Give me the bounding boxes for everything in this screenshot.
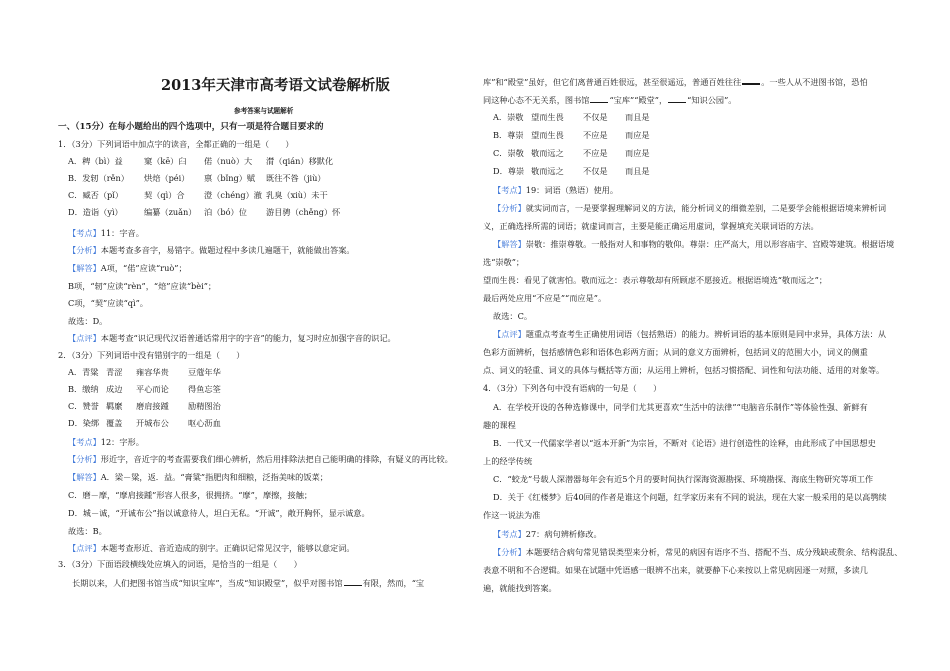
q2-d-note: D．城－诚，“开诚布公”指以诚意待人，坦白无私。“开诚”，敞开胸怀，显示诚意。 xyxy=(68,508,370,518)
q1-option-d: D．造诣（yì） 编纂（zuǎn） 泊（bó）位 游目骋（chěng）怀 xyxy=(68,207,341,217)
q1-b-note: B项，“轫”应读“rèn”，“焙”应读“bèi”； xyxy=(68,281,217,291)
dianping-tag: 【点评】 xyxy=(68,333,101,343)
q3-jieda-1: 【解答】崇敬：推崇尊敬。一般指对人和事物的敬仰。尊崇：庄严高大，用以形容庙宇、宫殿等建筑。根据语境 xyxy=(493,239,895,249)
q1-fenxi: 【分析】本题考查多音字，易错字。做题过程中多读几遍题干，就能做出答案。 xyxy=(68,245,355,255)
q3-option-c: C．崇敬 敬而远之 不应是 而应是 xyxy=(493,148,650,158)
q2-answer: 故选：B。 xyxy=(68,526,107,536)
section-1-heading: 一、（15分）在每小题给出的四个选项中，只有一项是符合题目要求的 xyxy=(58,122,324,132)
q1-option-a: A．稗（bì）益 窠（kē）臼 偌（nuò）大 潸（qián）移默化 xyxy=(68,156,334,166)
q4-option-d-1: D．关于《红楼梦》后40回的作者是谁这个问题，红学家历来有不同的说法，现在大家一般采用的是以高鹗续 xyxy=(493,492,887,502)
kaodian-tag: 【考点】 xyxy=(68,228,101,238)
q4-option-a-1: A．在学校开设的各种选修课中，同学们尤其更喜欢“生活中的法律”“电脑音乐制作”等体验性强、新鲜有 xyxy=(493,402,868,412)
q3-answer: 故选：C。 xyxy=(493,311,533,321)
q3-option-d: D．尊崇 敬而远之 不仅是 而且是 xyxy=(493,166,650,176)
q3-option-b: B．尊崇 望而生畏 不应是 而应是 xyxy=(493,130,650,140)
q3-fenxi-2: 义，正确选择所需的词语；就虚词而言，主要是能正确运用虚词，掌握填充关联词语的方法。 xyxy=(483,221,819,231)
q1-dianping: 【点评】本题考查“识记现代汉语普通话常用字的字音”的能力，复习时应加强字音的识记。 xyxy=(68,333,396,343)
q4-fenxi-2: 表意不明和不合逻辑。如果在试题中凭语感一眼辨不出来，就要静下心来按以上常见病因逐一对照，多读几 xyxy=(483,565,868,575)
q4-option-c: C．“蛟龙”号载人深潜器每年会有近5个月的要时间执行深海资源勘探、环境勘探、海底生物研究等项工作 xyxy=(493,474,874,484)
q3-fenxi-1: 【分析】就实词而言，一是要掌握理解词义的方法，能分析词义的细微差别，二是要学会能根据语境来辨析词 xyxy=(493,203,887,213)
q4-stem: 4．（3分）下列各句中没有语病的一句是（ ） xyxy=(483,383,662,393)
q1-option-b: B．发轫（rěn） 烘焙（péi） 禀（bǐng）赋 既往不咎（jiù） xyxy=(68,173,326,183)
q3-dianping-2: 色彩方面辨析，包括感情色彩和语体色彩两方面；从词的意义方面辨析，包括词义的范围大小，词义的侧重 xyxy=(483,347,868,357)
q1-answer: 故选：D。 xyxy=(68,316,108,326)
q3-kaodian: 【考点】19：词语（熟语）使用。 xyxy=(493,185,619,195)
q2-stem: 2．（3分）下列词语中没有错别字的一组是（ ） xyxy=(58,350,245,360)
fenxi-tag: 【分析】 xyxy=(68,245,101,255)
q3-dianping-3: 点、词义的轻重、词义的具体与概括等方面；从运用上辨析，包括习惯搭配、词性和句法功能、适用的对象等。 xyxy=(483,365,885,375)
q3-jieda-4: 最后两处应用“不应是”“而应是”。 xyxy=(483,293,607,303)
q3-option-a: A．崇敬 望而生畏 不仅是 而且是 xyxy=(493,112,650,122)
q4-option-a-2: 趣的课程 xyxy=(483,420,516,430)
q4-option-d-2: 作这一说法为准 xyxy=(483,510,541,520)
q2-jieda: 【解答】A．梁－粱，返．益。“膏粱”指肥肉和细粮，泛指美味的饭菜； xyxy=(68,472,328,482)
q2-fenxi: 【分析】形近字，音近字的考查需要我们细心辨析，然后用排除法把自己能明确的排除，有疑义的再比较。 xyxy=(68,454,453,464)
q2-option-c: C．赞誉 羁縻 磨肩接踵 励精图治 xyxy=(68,401,221,411)
q2-kaodian: 【考点】12：字形。 xyxy=(68,437,144,447)
q3-stem: 3．（3分）下面语段横线处应填入的词语，是恰当的一组是（ ） xyxy=(58,559,302,569)
fill-blank xyxy=(344,578,362,586)
q3-jieda-2: 选“崇敬”； xyxy=(483,257,525,267)
fill-blank xyxy=(668,95,686,103)
q4-kaodian: 【考点】27：病句辨析修改。 xyxy=(493,529,602,539)
q4-option-b-2: 上的经学传统 xyxy=(483,456,533,466)
fill-blank xyxy=(590,95,608,103)
q3-passage-line-1: 长期以来，人们把图书馆当成“知识宝库”，当成“知识殿堂”，似乎对图书馆 有限，然而，“宝 xyxy=(72,578,425,588)
q3-passage-line-3: 同这种心态不无关系，图书馆 “宝库”“殿堂”， “知识公园”。 xyxy=(483,95,737,105)
document-title: 2013年天津市高考语文试卷解析版 xyxy=(161,77,390,94)
jieda-tag: 【解答】 xyxy=(68,263,101,273)
q3-dianping-1: 【点评】题重点考查考生正确使用词语（包括熟语）的能力。辨析词语的基本原则是同中求异，具体方法：从 xyxy=(493,329,887,339)
q1-jieda: 【解答】A项，“偌”应读“ruò”； xyxy=(68,263,187,273)
q2-c-note: C．磨－摩，“摩肩接踵”形容人很多，很拥挤。“摩”，摩擦，接触； xyxy=(68,490,313,500)
q3-passage-line-2: 库”和“殿堂”虽好，但它们离普通百姓很远，甚至很遥远，普通百姓往往 。一些人从不进图书馆，恐怕 xyxy=(483,77,868,87)
q4-fenxi-3: 遍，就能找到答案。 xyxy=(483,583,557,593)
q1-kaodian: 【考点】11：字音。 xyxy=(68,228,144,238)
fill-blank xyxy=(742,76,760,85)
q1-option-c: C．臧否（pǐ） 契（qì）合 澄（chéng）澈 乳臭（xiù）未干 xyxy=(68,190,328,200)
q2-option-b: B．缴纳 成边 平心而论 得鱼忘筌 xyxy=(68,384,221,394)
q4-option-b-1: B．一代又一代儒家学者以“返本开新”为宗旨，不断对《论语》进行创造性的诠释，由此形成了中国思想史 xyxy=(493,438,876,448)
document-subtitle: 参考答案与试题解析 xyxy=(234,107,294,115)
q2-dianping: 【点评】本题考查形近、音近造成的别字。正确识记常见汉字，能够以意定词。 xyxy=(68,543,355,553)
q2-option-a: A．青粱 青涩 雍容华贵 豆蔻年华 xyxy=(68,367,221,377)
q1-stem: 1．（3分）下列词语中加点字的读音，全都正确的一组是（ ） xyxy=(58,139,294,149)
q3-jieda-3: 望而生畏：看见了就害怕。敬而远之：表示尊敬却有所顾虑不愿接近。根据语境选“敬而远之”； xyxy=(483,275,828,285)
q4-fenxi-1: 【分析】本题要结合病句常见错误类型来分析，常见的病因有语序不当、搭配不当、成分残缺或赘余、结构混乱、 xyxy=(493,547,903,557)
q1-c-note: C项，“契”应读“qì”。 xyxy=(68,298,148,308)
q2-option-d: D．染绑 覆盖 开城布公 呕心沥血 xyxy=(68,418,221,428)
